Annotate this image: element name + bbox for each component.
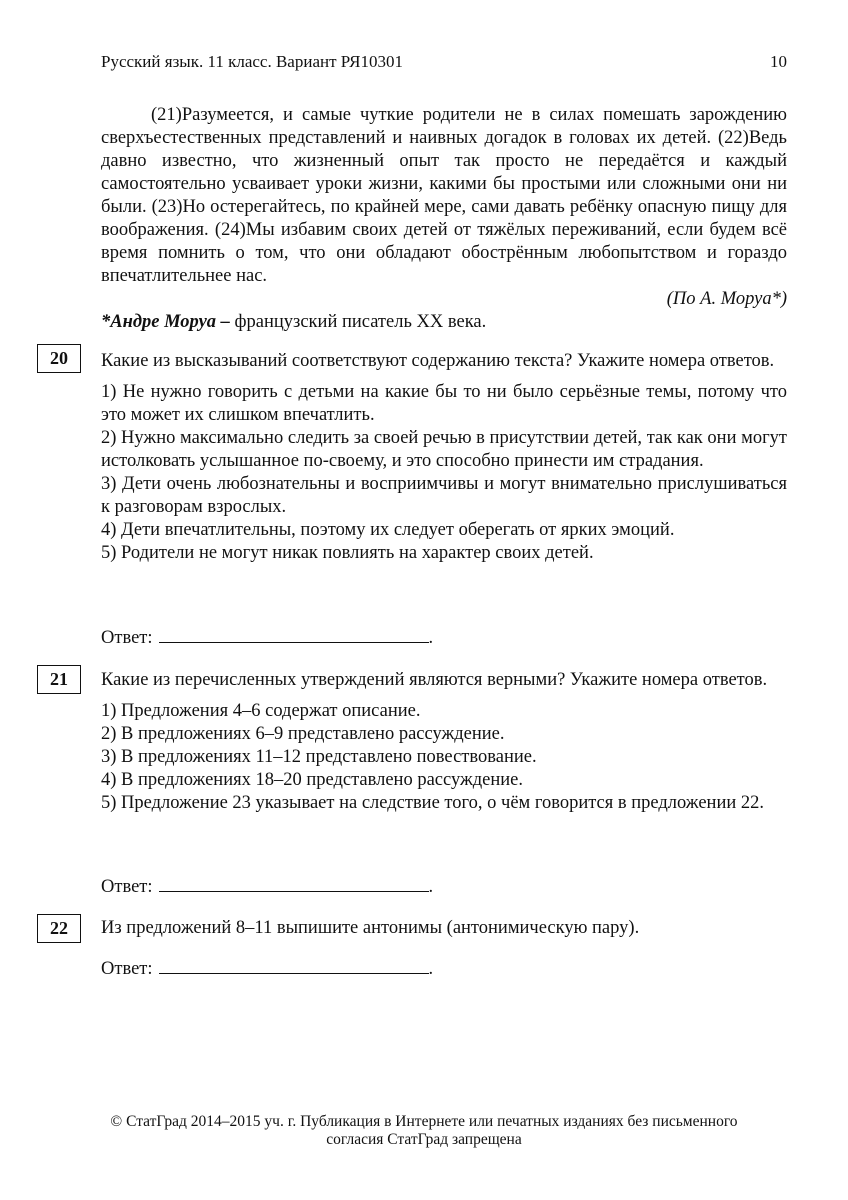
passage-text: (21)Разумеется, и самые чуткие родители не в силах помешать зарождению сверхъестественных представлений и наивных догадок в головах их детей. (22)Ведь давно известно, что жизненный опыт так просто не передаётся и каждый самостоятельно усваивает уроки жизни, какими бы простыми или сложными они ни были. (23)Но остерегайтесь, по крайней мере, сами давать ребёнку опасную пищу для воображения. (24)Мы избавим своих детей от тяжёлых переживаний, если будем всё время помнить о том, что они обладают обострённым любопытством и гораздо впечатлительнее нас. [101, 105, 787, 286]
reading-passage [101, 104, 787, 334]
option-item: 2) В предложениях 6–9 представлено рассуждение. [101, 724, 505, 744]
answer-label: Ответ: [101, 959, 153, 979]
footnote-text: французский писатель XX века. [229, 312, 487, 332]
option-item: 1) Предложения 4–6 содержат описание. [101, 701, 421, 721]
option-item: 5) Родители не могут никак повлиять на характер своих детей. [101, 543, 594, 563]
footnote [101, 311, 787, 334]
answer-line[interactable]: Ответ: . [101, 877, 434, 897]
option-item: 4) В предложениях 18–20 представлено рассуждение. [101, 770, 524, 790]
question-21 [101, 669, 787, 815]
passage-attribution: (По А. Моруа*) [666, 289, 787, 309]
answer-label: Ответ: [101, 877, 153, 897]
options-list [101, 381, 787, 565]
question-number-box: 20 [37, 344, 81, 373]
answer-line[interactable]: Ответ: . [101, 628, 434, 648]
question-number-box: 21 [37, 665, 81, 694]
copyright-footer [80, 1113, 768, 1149]
option-item: 2) Нужно максимально следить за своей речью в присутствии детей, так как они могут истолковать услышанное по-своему, и это способно принести им страдания. [101, 428, 787, 471]
document-title: Русский язык. 11 класс. Вариант РЯ10301 [101, 52, 403, 71]
footer-line: © СтатГрад 2014–2015 уч. г. Публикация в Интернете или печатных изданиях без письменного [110, 1113, 738, 1130]
footer-line: согласия СтатГрад запрещена [326, 1131, 522, 1148]
question-prompt: Какие из перечисленных утверждений являются верными? Укажите номера ответов. [101, 670, 768, 690]
answer-blank[interactable] [159, 875, 429, 892]
answer-label: Ответ: [101, 628, 153, 648]
option-item: 1) Не нужно говорить с детьми на какие бы то ни было серьёзные темы, потому что это может их слишком впечатлить. [101, 382, 787, 425]
page-number: 10 [770, 52, 787, 71]
options-list [101, 700, 787, 815]
question-number-box: 22 [37, 914, 81, 943]
question-20 [101, 350, 787, 565]
option-item: 5) Предложение 23 указывает на следствие того, о чём говорится в предложении 22. [101, 793, 765, 813]
question-prompt: Какие из высказываний соответствуют содержанию текста? Укажите номера ответов. [101, 351, 775, 371]
answer-line[interactable]: Ответ: . [101, 959, 434, 979]
question-22 [101, 917, 787, 940]
option-item: 3) Дети очень любознательны и восприимчивы и могут внимательно прислушиваться к разговорам взрослых. [101, 474, 787, 517]
footnote-name: *Андре Моруа – [101, 312, 230, 332]
option-item: 4) Дети впечатлительны, поэтому их следует оберегать от ярких эмоций. [101, 520, 675, 540]
question-prompt: Из предложений 8–11 выпишите антонимы (антонимическую пару). [101, 918, 640, 938]
option-item: 3) В предложениях 11–12 представлено повествование. [101, 747, 537, 767]
answer-blank[interactable] [159, 957, 429, 974]
page-header [101, 52, 787, 72]
answer-blank[interactable] [159, 626, 429, 643]
